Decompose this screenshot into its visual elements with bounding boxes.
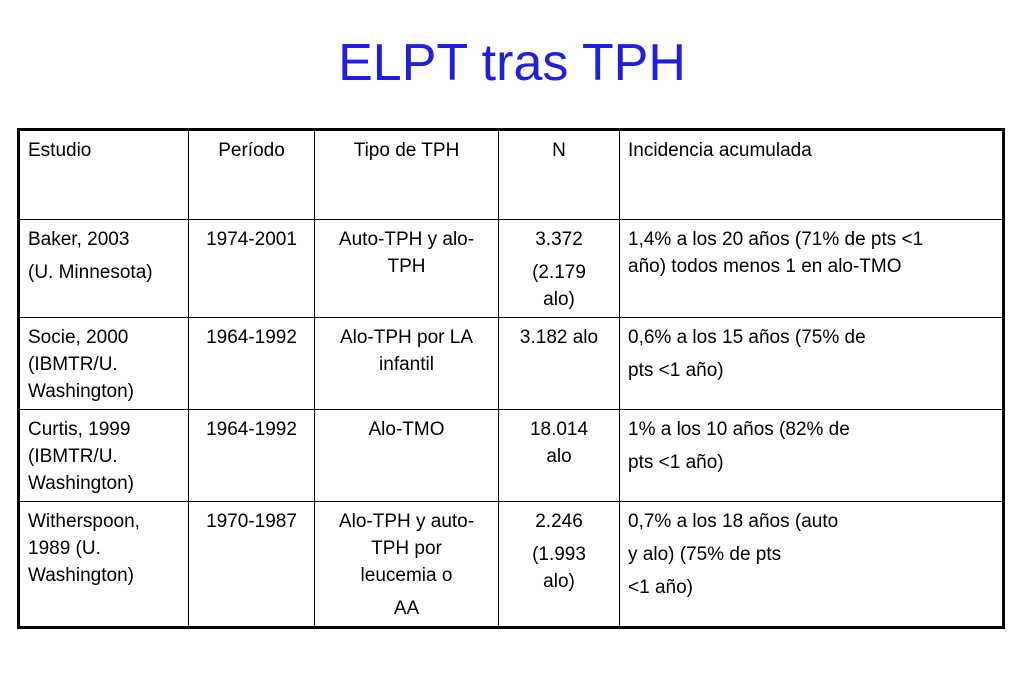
- table-row: [19, 502, 1004, 628]
- cell-line: pts <1 año): [628, 452, 724, 473]
- cell-line: Baker, 2003: [28, 229, 130, 250]
- cell-line: 1989 (U.: [28, 538, 101, 559]
- cell-tipo: [315, 220, 499, 318]
- cell-estudio: [19, 318, 189, 410]
- cell-line: Washington): [28, 565, 134, 586]
- cell-line: 1,4% a los 20 años (71% de pts <1: [628, 229, 924, 250]
- cell-line: alo): [543, 571, 575, 592]
- cell-incidencia: [620, 220, 1004, 318]
- cell-line: 1% a los 10 años (82% de: [628, 419, 850, 440]
- page-title: ELPT tras TPH: [338, 34, 686, 92]
- cell-n: [499, 220, 620, 318]
- cell-line: alo: [546, 446, 572, 467]
- cell-line: 3.182 alo: [519, 327, 599, 348]
- cell-periodo: 1970-1987: [189, 502, 315, 628]
- cell-line: TPH: [387, 256, 426, 277]
- cell-tipo: [315, 410, 499, 502]
- cell-incidencia: [620, 502, 1004, 628]
- cell-tipo: [315, 318, 499, 410]
- cell-line: leucemia o: [360, 565, 453, 586]
- header-incidencia: Incidencia acumulada: [620, 130, 1004, 220]
- cell-line: año) todos menos 1 en alo-TMO: [628, 256, 902, 277]
- cell-line: 3.372: [535, 229, 583, 250]
- cell-line: Alo-TPH por LA: [339, 327, 474, 348]
- cell-n: [499, 502, 620, 628]
- cell-line: TPH por: [371, 538, 442, 559]
- table-row: [19, 220, 1004, 318]
- cell-line: Auto-TPH y alo-: [338, 229, 475, 250]
- cell-line: Curtis, 1999: [28, 419, 131, 440]
- cell-line: (1.993: [532, 544, 586, 565]
- cell-line: Witherspoon,: [28, 511, 140, 532]
- cell-n: [499, 410, 620, 502]
- header-estudio: Estudio: [19, 130, 189, 220]
- table-row: [19, 410, 1004, 502]
- cell-incidencia: [620, 318, 1004, 410]
- cell-line: 0,6% a los 15 años (75% de: [628, 327, 866, 348]
- cell-line: Socie, 2000: [28, 327, 129, 348]
- cell-line: infantil: [379, 354, 434, 375]
- cell-line: 2.246: [535, 511, 583, 532]
- cell-line: (IBMTR/U.: [28, 446, 118, 467]
- table-row: [19, 318, 1004, 410]
- table-header-row: [19, 130, 1004, 220]
- cell-line: (2.179: [532, 262, 586, 283]
- cell-line: <1 año): [628, 577, 693, 598]
- cell-line: pts <1 año): [628, 360, 724, 381]
- cell-estudio: [19, 410, 189, 502]
- cell-line: 18.014: [529, 419, 589, 440]
- cell-estudio: [19, 220, 189, 318]
- cell-periodo: 1964-1992: [189, 410, 315, 502]
- cell-line: alo): [543, 289, 575, 310]
- cell-line: Washington): [28, 381, 134, 402]
- cell-line: (U. Minnesota): [28, 262, 153, 283]
- header-periodo: Período: [189, 130, 315, 220]
- header-n: N: [499, 130, 620, 220]
- header-tipo: Tipo de TPH: [315, 130, 499, 220]
- cell-periodo: 1974-2001: [189, 220, 315, 318]
- cell-line: 0,7% a los 18 años (auto: [628, 511, 839, 532]
- study-table: [17, 128, 1005, 629]
- cell-n: [499, 318, 620, 410]
- cell-incidencia: [620, 410, 1004, 502]
- cell-line: Alo-TMO: [368, 419, 445, 440]
- cell-line: y alo) (75% de pts: [628, 544, 782, 565]
- cell-estudio: [19, 502, 189, 628]
- cell-line: AA: [393, 598, 420, 619]
- cell-line: Alo-TPH y auto-: [338, 511, 475, 532]
- cell-line: Washington): [28, 473, 134, 494]
- cell-tipo: [315, 502, 499, 628]
- cell-periodo: 1964-1992: [189, 318, 315, 410]
- cell-line: (IBMTR/U.: [28, 354, 118, 375]
